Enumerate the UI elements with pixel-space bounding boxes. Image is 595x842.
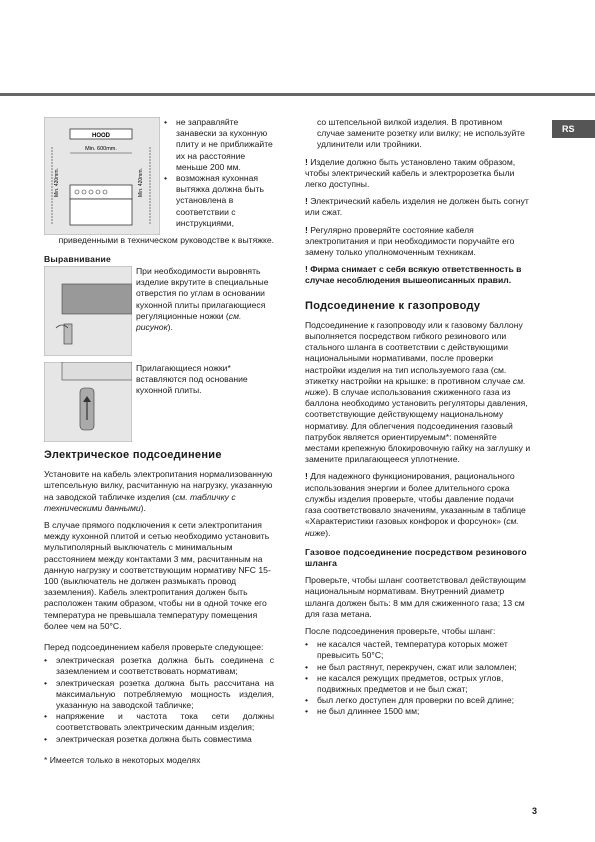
electric-section: Электрическое подсоединение Установите на кабель электропитания нормализованную штепсельную вилку, расчитанную на нагрузку, указанную на заводской табличке изделия (см. табличку с техническими данными). В случае прямого подключения к сети электропитания между кухонной плитой и сетью необходимо установить мультиполярный выключатель с минимальным расстоянием между контактами 3 мм, расчитанным на данную нагрузку и соответствующим нормативу NFC 15-100 (выключатель не должен размыкать провод заземления). Кабель электропитания должен быть расположен таким образом, чтобы ни в одной точке его температура не превышала температуру помещения более чем на 50°C. Перед подсоединением кабеля проверьте следующее: • электрическая розетка должна быть соединена с заземлением и соответствовать нормативам; • электрическая розетка должна быть рассчитана на максимальную потребляемую мощность изделия, указанную на заводской табличке; • напряжение и частота тока сети должны соответствовать электрическим данным изделия; • электрическая розетка должна быть совместима * Имеется только в некоторых моделях [44, 450, 274, 772]
leveling-text: При необходимости выровнять изделие вкрутите в специальные отверстия по углам в основании кухонной плиты прилагающиеся регуляционные ножки (см. рисунок). [136, 266, 269, 333]
leveling-text-2: Прилагающиеся ножки* вставляются под основание кухонной плиты. [136, 363, 248, 396]
intro-bullet: • возможная кухонная вытяжка должна быть установлена в соответствии с инструкциями, [164, 173, 274, 229]
gas-heading: Подсоединение к газопроводу [305, 299, 481, 312]
leveling-heading: Выравнивание [44, 254, 111, 264]
footnote: * Имеется только в некоторых моделях [44, 754, 201, 765]
leveling-figure [44, 266, 132, 356]
foot-figure [44, 362, 132, 442]
top-rule [0, 93, 595, 96]
left-height-label: Min. 420mm. [54, 168, 60, 197]
hose-check: • не касался режущих предметов, острых углов, подвижных предметов и не был сжат; [305, 673, 531, 695]
page-number: 3 [532, 806, 538, 816]
check-item: • напряжение и частота тока сети должны соответствовать электрическим данным изделия; [44, 711, 274, 733]
hose-check: • не касался частей, температура которых может превысить 50°C; [305, 639, 531, 661]
language-tab: RS [552, 120, 595, 138]
clearance-diagram [44, 117, 160, 235]
electric-heading: Электрическое подсоединение [44, 449, 222, 461]
right-column: со штепсельной вилкой изделия. В противном случае замените розетку или вилку; не используйте удлинители или тройники. ! Изделие должно быть установлено таким образом, чтобы электрический кабель и электророзетка были легко доступны. ! Электрический кабель изделия не должен быть согнут или сжат. ! Регулярно проверяйте состояние кабеля электропитания и при необходимости поручайте его замену только уполномоченным техникам. ! Фирма снимает с себя всякую ответственность в случае несоблюдения вышеописанных правил. Подсоединение к газопроводу Подсоединение к газопроводу или к газовому баллону выполняется посредством гибкого резинового или стального шланга в соответствии с действующими национальными нормативами, после проверки настройки изделия на тип используемого газа (см. этикетку настройки на крышке: в противном случае см. ниже). В случае использования сжиженного газа из баллона необходимо установить регуляторы давления, соответствующие действующему национальному нормативу. Для облегчения подсоединения газовый патрубок является ориентируемым*: поменяйте местами крепежную блокировочную гайку на заглушку и замените прилагающееся уплотнение. ! Для надежного функционирования, рационального использования энергии и более длительного срока службы изделия проверьте, чтобы давление подачи газа соответствовало значениям, указанным в таблице «Характеристики газовых конфорок и форсунок» (см. ниже). Газовое подсоединение посредством резинового шланга Проверьте, чтобы шланг соответствовал действующим национальным нормативам. Внутренний диаметр шланга должен быть: 8 мм для сжиженного газа; 13 см для газа метана. После подсоединения проверьте, чтобы шланг: • не касался частей, температура которых может превысить 50°C; • не был растянут, перекручен, сжат или заломлен; • не касался режущих предметов, острых углов, подвижных предметов и не был сжат; • был легко доступен для проверки по всей длине; • не был длиннее 1500 мм; [305, 117, 531, 718]
intro-bullets [164, 117, 274, 229]
hose-check: • был легко доступен для проверки по всей длине; [305, 695, 531, 706]
hose-check: • не был длиннее 1500 мм; [305, 706, 531, 717]
intro-bullet: • не заправляйте занавески за кухонную плиту и не приближайте их на расстояние меньше 200 мм. [164, 117, 274, 173]
check-item: • электрическая розетка должна быть совместима [44, 734, 274, 745]
check-item: • электрическая розетка должна быть соединена с заземлением и соответствовать нормативам; [44, 655, 274, 677]
min-width-label: Min. 600mm. [85, 146, 117, 152]
hood-label: HOOD [92, 133, 110, 139]
hose-heading: Газовое подсоединение посредством резинового шланга [305, 546, 527, 568]
hose-check: • не был растянут, перекручен, сжат или заломлен; [305, 662, 531, 673]
intro-tail: приведенными в техническом руководстве к вытяжке. [58, 235, 274, 245]
check-item: • электрическая розетка должна быть рассчитана на максимальную потребляемую мощность изделия, указанную на заводской табличке; [44, 678, 274, 712]
right-height-label: Min. 420mm. [138, 168, 144, 197]
